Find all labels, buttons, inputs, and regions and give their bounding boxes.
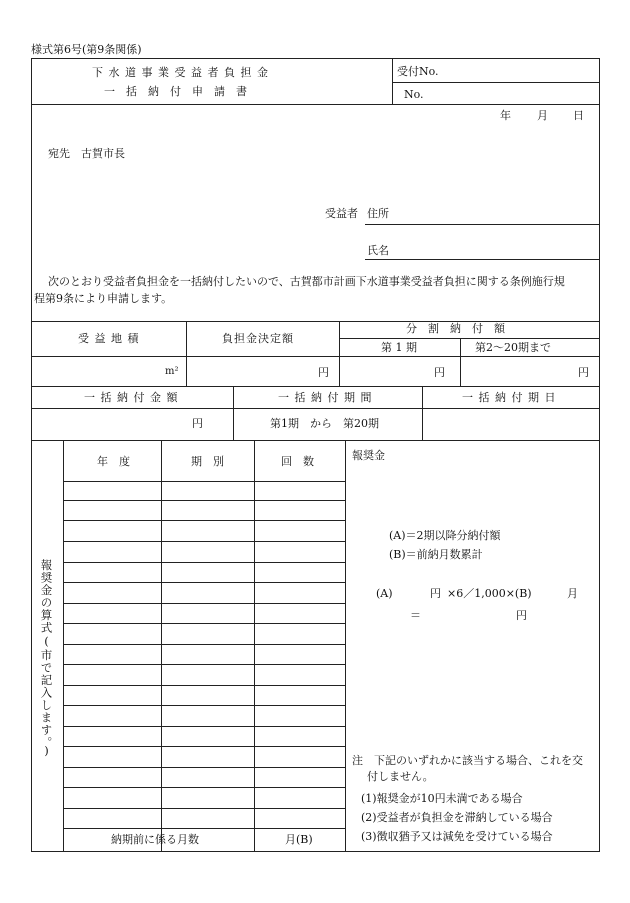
col-year-header: 年 度 bbox=[97, 455, 130, 468]
reward-side-label: 報奨金の算式(市で記入します。) bbox=[39, 559, 54, 759]
grid-row-line bbox=[63, 623, 345, 624]
grid-row-line bbox=[63, 481, 345, 482]
date-year: 年 bbox=[500, 109, 511, 122]
installment-header: 分 割 納 付 額 bbox=[406, 322, 505, 335]
applicant-role: 受益者 bbox=[325, 207, 358, 220]
reward-block bbox=[31, 440, 600, 852]
area-header: 受 益 地 積 bbox=[78, 332, 140, 345]
grid-row-line bbox=[63, 644, 345, 645]
note-line1: 注 下記のいずれかに該当する場合、これを交 bbox=[352, 754, 583, 767]
definition-a: (A)＝2期以降分納付額 bbox=[389, 529, 501, 542]
grid-row-line bbox=[63, 685, 345, 686]
note-item-1: (1)報奨金が10円未満である場合 bbox=[361, 792, 523, 805]
name-field[interactable] bbox=[365, 259, 600, 260]
grid-row-line bbox=[63, 541, 345, 542]
grid-row-line bbox=[63, 808, 345, 809]
addressee: 宛先 古賀市長 bbox=[48, 147, 125, 160]
lump-amount-unit: 円 bbox=[192, 417, 203, 430]
form-number: 様式第6号(第9条関係) bbox=[31, 43, 142, 56]
form-title-line2: 一 括 納 付 申 請 書 bbox=[104, 85, 247, 98]
lump-date-header: 一 括 納 付 期 日 bbox=[462, 391, 557, 404]
grid-row-line bbox=[63, 705, 345, 706]
grid-row-line bbox=[63, 787, 345, 788]
amount-unit: 円 bbox=[318, 366, 329, 379]
period-rest-header: 第2～20期まで bbox=[475, 341, 551, 354]
grid-row-line bbox=[63, 562, 345, 563]
formula-a: (A) bbox=[376, 587, 393, 600]
grid-row-line bbox=[63, 726, 345, 727]
grid-row-line bbox=[63, 828, 345, 829]
date-day: 日 bbox=[573, 109, 584, 122]
grid-row-line bbox=[63, 664, 345, 665]
note-item-3: (3)徴収猶予又は減免を受けている場合 bbox=[361, 830, 553, 843]
months-before-label: 納期前に係る月数 bbox=[111, 833, 199, 846]
grid-row-line bbox=[63, 746, 345, 747]
note-line2: 付しません。 bbox=[367, 770, 434, 783]
form-title-line1: 下 水 道 事 業 受 益 者 負 担 金 bbox=[92, 66, 269, 79]
formula-result-yen: 円 bbox=[516, 609, 527, 622]
formula-multiplier: ×6／1,000×(B) bbox=[447, 587, 532, 600]
note-item-2: (2)受益者が負担金を滞納している場合 bbox=[361, 811, 553, 824]
receipt-label: 受付No. bbox=[397, 65, 439, 78]
formula-yen: 円 bbox=[430, 587, 441, 600]
lump-period-header: 一 括 納 付 期 間 bbox=[278, 391, 373, 404]
grid-row-line bbox=[63, 582, 345, 583]
statement-line2: 程第9条により申請します。 bbox=[34, 292, 173, 305]
period1-header: 第 1 期 bbox=[381, 341, 417, 354]
statement-line1: 次のとおり受益者負担金を一括納付したいので、古賀都市計画下水道事業受益者負担に関する条例施行規 bbox=[48, 275, 565, 288]
col-times-header: 回 数 bbox=[281, 455, 314, 468]
formula-equals: ＝ bbox=[410, 609, 421, 622]
definition-b: (B)＝前納月数累計 bbox=[389, 548, 483, 561]
grid-column-line bbox=[254, 440, 255, 852]
lump-amount-header: 一 括 納 付 金 額 bbox=[84, 391, 179, 404]
grid-row-line bbox=[63, 767, 345, 768]
date-month: 月 bbox=[537, 109, 548, 122]
reward-title: 報奨金 bbox=[352, 449, 385, 462]
grid-row-line bbox=[63, 603, 345, 604]
months-before-unit: 月(B) bbox=[285, 833, 313, 846]
assessment-table bbox=[31, 321, 600, 387]
name-label: 氏名 bbox=[367, 244, 389, 257]
period1-unit: 円 bbox=[434, 366, 445, 379]
lump-period-value: 第1期 から 第20期 bbox=[270, 417, 379, 430]
address-field[interactable] bbox=[365, 224, 600, 225]
application-block bbox=[31, 104, 600, 322]
receipt-no-label: No. bbox=[404, 88, 424, 101]
grid-row-line bbox=[63, 500, 345, 501]
amount-header: 負担金決定額 bbox=[222, 332, 294, 345]
address-label: 住所 bbox=[367, 207, 389, 220]
grid-column-line bbox=[161, 440, 162, 852]
col-period-header: 期 別 bbox=[191, 455, 224, 468]
grid-row-line bbox=[63, 520, 345, 521]
period-rest-unit: 円 bbox=[578, 366, 589, 379]
formula-month: 月 bbox=[567, 587, 578, 600]
area-unit: m² bbox=[165, 366, 179, 377]
